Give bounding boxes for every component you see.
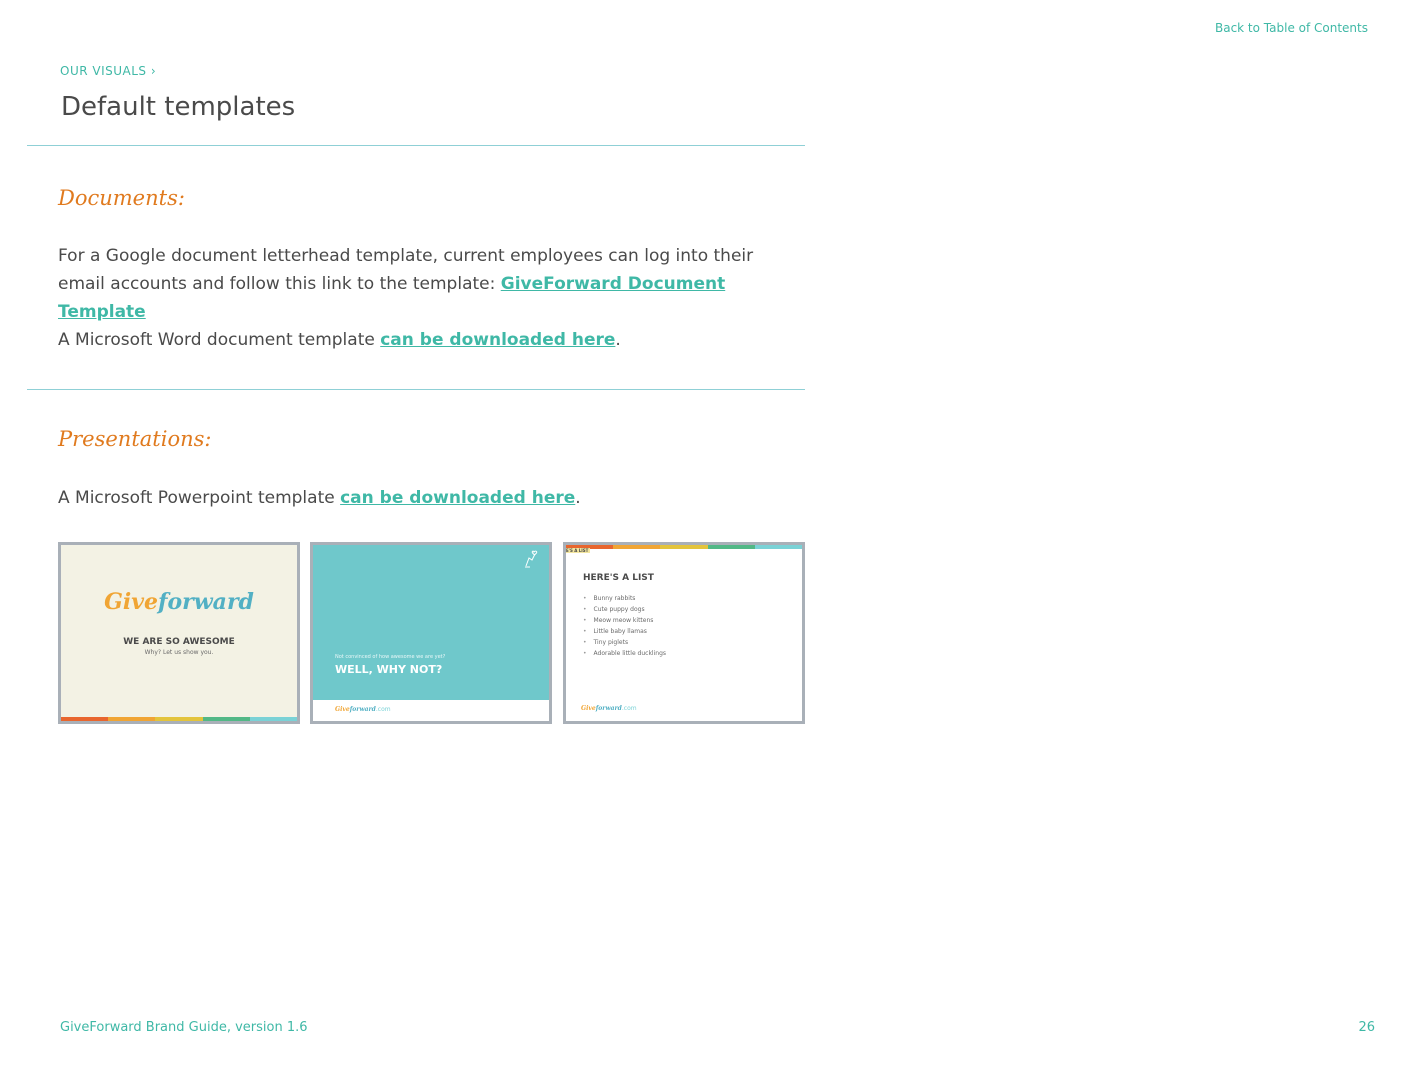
documents-paragraph-google-text: For a Google document letterhead template, current employees can log into their email accounts and follow this link to the template: — [58, 246, 754, 294]
presentations-paragraph-text: A Microsoft Powerpoint template — [58, 488, 341, 508]
slide-small-text: Not convinced of how awesome we are yet? — [335, 654, 446, 660]
google-doc-template-link[interactable]: GiveForward Document Template — [58, 274, 726, 322]
documents-paragraph-word-end: . — [615, 330, 621, 350]
giveforward-logo — [61, 589, 297, 615]
documents-paragraph-word-text: A Microsoft Word document template — [58, 330, 381, 350]
slide-headline: WELL, WHY NOT? — [335, 663, 443, 676]
list-item: • Meow meow kittens — [583, 615, 666, 626]
hand-heart-icon — [520, 548, 542, 570]
slide-bullet-list — [583, 593, 666, 659]
presentations-paragraph-end: . — [575, 488, 581, 508]
powerpoint-template-download-link[interactable]: can be downloaded here — [340, 488, 576, 508]
presentations-paragraph — [58, 484, 803, 512]
slide-thumbnail-section — [310, 542, 552, 724]
slide-footer — [313, 700, 549, 721]
divider-middle — [27, 389, 805, 390]
page-title: Default templates — [61, 92, 296, 122]
slide-subtitle: Why? Let us show you. — [144, 649, 214, 656]
mini-logo-forward: forward — [349, 706, 376, 713]
mini-logo-give: Give — [581, 705, 596, 712]
documents-heading: Documents: — [58, 186, 185, 210]
list-item: • Adorable little ducklings — [583, 648, 666, 659]
list-item: • Little baby llamas — [583, 626, 666, 637]
section-eyebrow: OUR VISUALS › — [60, 64, 157, 78]
giveforward-mini-logo — [335, 706, 391, 713]
slide-list-heading: HERE'S A LIST — [583, 573, 654, 583]
slide-thumbnail-list — [563, 542, 805, 724]
mini-logo-domain: .com — [621, 705, 637, 712]
divider-top — [27, 145, 805, 146]
logo-give-text: Give — [104, 589, 159, 615]
slide-badge: E'S A LIST — [566, 548, 589, 553]
color-stripe — [61, 717, 297, 721]
documents-paragraph-google — [58, 242, 803, 326]
slide-thumbnail-title — [58, 542, 300, 724]
back-to-toc-link[interactable]: Back to Table of Contents — [1214, 21, 1368, 35]
list-item: • Bunny rabbits — [583, 593, 666, 604]
footer-guide-version: GiveForward Brand Guide, version 1.6 — [60, 1020, 308, 1035]
giveforward-mini-logo — [581, 705, 637, 712]
logo-forward-text: forward — [158, 589, 254, 615]
presentations-heading: Presentations: — [58, 427, 212, 451]
mini-logo-forward: forward — [595, 705, 622, 712]
page-number: 26 — [1358, 1020, 1375, 1035]
list-item: • Cute puppy dogs — [583, 604, 666, 615]
list-item: • Tiny piglets — [583, 637, 666, 648]
slide-tagline: WE ARE SO AWESOME — [123, 637, 235, 647]
documents-paragraph-word — [58, 326, 803, 354]
mini-logo-give: Give — [335, 706, 350, 713]
color-stripe — [566, 545, 802, 549]
mini-logo-domain: .com — [375, 706, 391, 713]
word-template-download-link[interactable]: can be downloaded here — [380, 330, 616, 350]
